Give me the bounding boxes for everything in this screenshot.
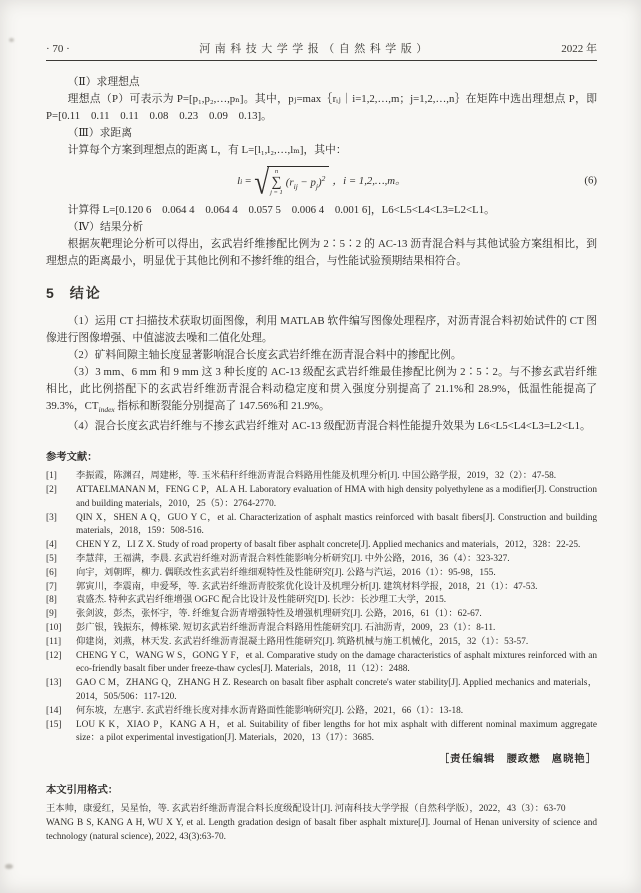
equation-body: l i = √ n ∑ j = 1 $(r_{ij} - p_j)^2$ ，i = 1,2,…,m。 [237,163,406,201]
section-heading-conclusions [46,285,597,302]
equation-condition: ，i = 1,2,…,m。 [332,174,406,187]
reference-text: 张剑波，彭杰，张怀宇，等. 纤维复合沥青增强特性及增强机理研究[J]. 公路，2016，61（1）：62-67. [76,609,482,620]
reference-text: LOU K K，XIAO P，KANG A H，et al. Suitability of fiber lengths for hot mix asphalt with different nominal maximum aggregate size：a pilot experimental investigation[J]. Materials，2020，13（17）：3685. [76,719,597,744]
equation-lhs: l [237,174,241,187]
summation-upper-limit: n [274,168,279,175]
reference-number: [15] [46,719,62,730]
ct-index-subscript: index [98,405,115,415]
section-number: 5 [46,285,54,301]
header-rule [46,60,597,61]
equation-lhs-subscript: i [240,176,243,186]
reference-number: [14] [46,705,62,716]
reference-text: ATTAELMANAN M，FENG C P，AL A H. Laboratory evaluation of HMA with high density polyethylene as a modifier[J]. Construction and building materials，2010，25（5）：2764-2770. [76,484,597,509]
citation-format-heading: 本文引用格式： [46,785,119,797]
expr-subscript-ij: ij [293,181,298,191]
reference-item [46,470,597,484]
reference-number: [11] [46,636,62,647]
reference-item [46,553,597,567]
reference-text: CHEN Y Z，LI Z X. Study of road property of basalt fiber asphalt concrete[J]. Applied mechanics and materials，2012，328：22-25. [76,540,581,551]
paragraph-ideal-point: 理想点（P）可表示为 P=[p₁,p₂,…,pₙ]。其中，pⱼ=max｛rᵢⱼ｜i=1,2,…,m；j=1,2,…,n｝在矩阵中选出理想点 P，即 P=[0.11 0.11 0.11 0.08 0.23 0.09 0.13]。 [46,93,597,122]
equation-expression [286,170,326,195]
reference-item [46,567,597,581]
radical-body [267,166,329,196]
journal-title: 河南科技大学学报（自然科学版） [199,43,432,55]
page-content [46,74,597,879]
reference-number: [9] [46,609,57,620]
step-label-ideal-point: （Ⅱ）求理想点 [67,76,140,88]
expr-subscript-j: j [315,181,318,191]
reference-item [46,705,597,719]
reference-text: 仰建岗，刘燕，林天发. 玄武岩纤维沥青混凝土路用性能研究[J]. 筑路机械与施工机械化，2015，32（1）：53-57. [76,636,529,647]
equals-sign: = [245,174,252,187]
reference-number: [8] [46,595,57,606]
step-label-distance: （Ⅲ）求距离 [67,127,132,139]
scan-artifact-top [9,38,14,42]
responsible-editors: ［责任编辑 腰政懋 扈晓艳］ [438,754,597,766]
reference-text: 李振霞，陈渊召，周建彬，等. 玉米秸秆纤维沥青混合料路用性能及机理分析[J]. 中国公路学报，2019，32（2）：47-58. [76,471,557,482]
reference-item [46,594,597,608]
reference-number: [4] [46,540,57,551]
reference-number: [13] [46,678,62,689]
reference-number: [5] [46,553,57,564]
reference-text: 郭寅川，李震南，申爱琴，等. 玄武岩纤维沥青胶浆优化设计及机理分析[J]. 建筑材料学报，2018，21（1）：47-53. [76,581,538,592]
reference-item [46,636,597,650]
summation-block [270,169,283,196]
reference-item [46,512,597,540]
expr-minus-p: − p [297,176,316,189]
conclusion-1: （1）运用 CT 扫描技术获取切面图像，利用 MATLAB 软件编写图像处理程序，对沥青混合料初始试件的 CT 图像进行图像增强、中值滤波去噪和二值化处理。 [46,315,597,344]
references-heading: 参考文献： [46,452,98,464]
reference-item [46,622,597,636]
reference-number: [12] [46,650,62,661]
expr-open: (r [285,176,294,189]
paragraph-result-analysis: 根据灰靶理论分析可以得出，玄武岩纤维掺配比例为 2∶5∶2 的 AC-13 沥青混合料与其他试验方案组相比，到理想点的距离最小，明显优于其他比例和不掺纤维的组合，与性能试验预期结果相符合。 [46,238,597,267]
reference-text: QIN X，SHEN A Q，GUO Y C，et al. Characterization of asphalt mastics reinforced with basalt fibers[J]. Construction and building materials，2018，159：508-516. [76,512,597,537]
equation-number: (6) [584,174,597,187]
conclusion-3 [46,364,597,418]
reference-list [46,470,597,746]
expr-power: 2 [321,174,326,184]
reference-text: CHENG Y C，WANG W S，GONG Y F，et al. Comparative study on the damage characteristics of asphalt mixtures reinforced with an eco-friendly basalt fiber under freeze-thaw cycles[J]. Materials，2018，11（12）：2488. [76,650,597,675]
paragraph-distance-intro: 计算每个方案到理想点的距离 L，有 L=[l₁,l₂,…,lₘ]，其中： [67,144,347,156]
reference-item [46,581,597,595]
reference-item [46,650,597,678]
reference-number: [7] [46,581,57,592]
reference-text: 李慧萍，王福满，李晨. 玄武岩纤维对沥青混合料性能影响分析研究[J]. 中外公路，2016，36（4）：323-327. [76,553,510,564]
equation-6 [46,162,597,200]
conclusion-2: （2）矿料间隙主轴长度显著影响混合长度玄武岩纤维在沥青混合料中的掺配比例。 [67,349,462,361]
reference-item [46,677,597,705]
sigma-icon: ∑ [271,174,282,190]
section-title: 结论 [69,285,102,301]
expr-close: ) [317,176,322,189]
reference-item [46,719,597,747]
reference-number: [2] [46,484,57,495]
reference-item [46,608,597,622]
reference-text: 袁盛杰. 特种玄武岩纤维增强 OGFC 配合比设计及性能研究[D]. 长沙：长沙理工大学，2015. [76,595,447,606]
step-label-result-analysis: （Ⅳ）结果分析 [67,221,144,233]
summation-lower-limit: j = 1 [270,188,283,196]
reference-number: [3] [46,512,57,523]
reference-item [46,539,597,553]
reference-text: 彭广银，钱振东，傅栋梁. 短切玄武岩纤维沥青混合料路用性能研究[J]. 石油沥青，2009，23（1）：8-11. [76,622,496,633]
conclusion-3-pre: （3）3 mm、6 mm 和 9 mm 这 3 种长度的 AC-13 级配玄武岩纤维最佳掺配比例为 2∶5∶2。与不掺玄武岩纤维相比，此比例搭配下的玄武岩纤维沥青混合料动稳定度和贯入强度分别提高了 21.1%和 28.9%，低温性能提高了 39.3%，CT [46,366,597,412]
page-number: · 70 · [46,43,70,55]
header-year: 2022 年 [561,43,597,55]
citation-chinese: 王本帅，康爱红，吴星怡，等. 玄武岩纤维沥青混合料长度级配设计[J]. 河南科技大学学报（自然科学版），2022，43（3）：63-70 [46,804,566,815]
scan-artifact-bottom [5,864,13,869]
reference-text: 向宇，刘朝晖，柳力. 偶联改性玄武岩纤维细观特性及性能研究[J]. 公路与汽运，2016（1）：95-98，155. [76,567,496,578]
page-header [46,40,597,56]
paragraph-distance-result: 计算得 L=[0.120 6 0.064 4 0.064 4 0.057 5 0.006 4 0.001 6]，L6<L5<L4<L3=L2<L1。 [67,204,495,216]
reference-number: [10] [46,622,62,633]
citation-english: WANG B S, KANG A H, WU X Y, et al. Length gradation design of basalt fiber asphalt mixture[J]. Journal of Henan university of science and technology (natural science), 2022, 43(3):63-70. [46,817,597,842]
conclusion-4: （4）混合长度玄武岩纤维与不掺玄武岩纤维对 AC-13 级配沥青混合料性能提升效果为 L6<L5<L4<L3=L2<L1。 [67,420,591,433]
reference-text: 何东坡，左惠宇. 玄武岩纤维长度对排水沥青路面性能影响研究[J]. 公路，2021，66（1）：13-18. [76,705,464,716]
reference-text: GAO C M，ZHANG Q，ZHANG H Z. Research on basalt fiber asphalt concrete's water stability[J]. Applied mechanics and materials，2014，505/506：117-120. [76,678,597,702]
reference-number: [6] [46,567,57,578]
reference-number: [1] [46,471,57,482]
reference-item [46,484,597,512]
conclusion-3-post: 指标和断裂能分别提高了 147.56%和 21.9%。 [114,400,330,412]
